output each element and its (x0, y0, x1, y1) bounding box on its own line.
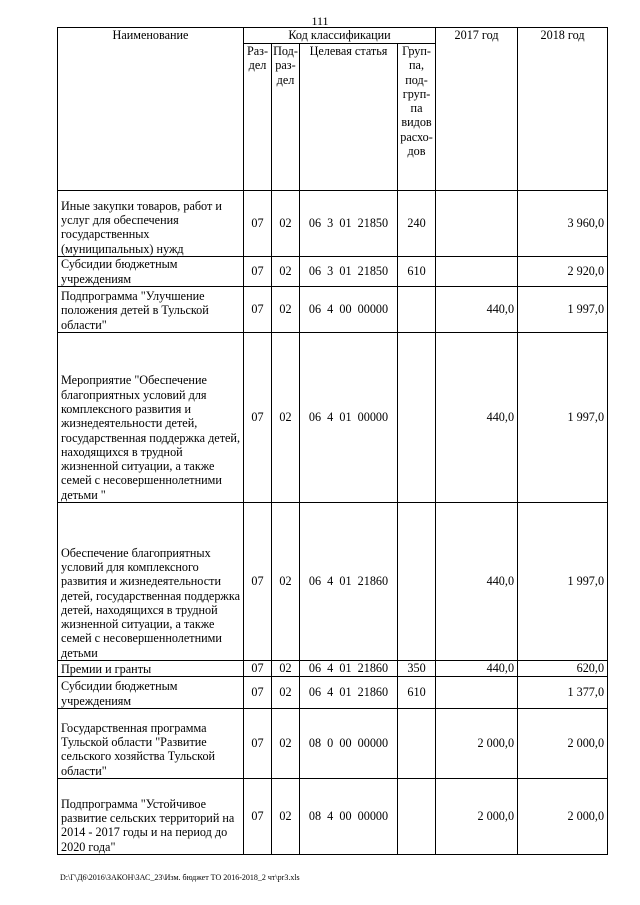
budget-table (57, 27, 608, 855)
row-2017: 440,0 (436, 287, 518, 333)
row-target: 06 4 01 21860 (300, 661, 398, 677)
row-2017 (436, 257, 518, 287)
row-name: Премии и гранты (58, 661, 244, 677)
row-2017: 440,0 (436, 503, 518, 661)
row-2017: 440,0 (436, 661, 518, 677)
row-2018: 2 000,0 (518, 779, 608, 855)
table-row (58, 709, 608, 779)
row-2018: 2 000,0 (518, 709, 608, 779)
row-subsection: 02 (272, 709, 300, 779)
row-subsection: 02 (272, 191, 300, 257)
row-group (398, 779, 436, 855)
table-row (58, 677, 608, 709)
header-row-top (58, 28, 608, 44)
row-2017 (436, 677, 518, 709)
table-row (58, 333, 608, 503)
row-target: 06 4 01 21860 (300, 677, 398, 709)
row-2017: 2 000,0 (436, 709, 518, 779)
row-name: Подпрограмма "Устойчивое развитие сельских территорий на 2014 - 2017 годы и на период до 2020 года" (58, 779, 244, 855)
row-section: 07 (244, 661, 272, 677)
row-group (398, 709, 436, 779)
row-2018: 1 997,0 (518, 333, 608, 503)
row-2018: 1 377,0 (518, 677, 608, 709)
row-target: 06 3 01 21850 (300, 257, 398, 287)
row-target: 06 3 01 21850 (300, 191, 398, 257)
row-section: 07 (244, 677, 272, 709)
row-name: Государственная программа Тульской области "Развитие сельского хозяйства Тульской области" (58, 709, 244, 779)
header-group: Груп-па, под-груп-па видов расхо-дов (398, 44, 436, 191)
row-name: Обеспечение благоприятных условий для комплексного развития и жизнедеятельности детей, государственная поддержка детей, находящихся в трудной жизненной ситуации, а также семей с несовершеннолетними детьми (58, 503, 244, 661)
row-name: Мероприятие "Обеспечение благоприятных условий для комплексного развития и жизнедеятельности детей, государственная поддержка детей, находящихся в трудной жизненной ситуации, а также семей с несовершеннолетними детьми " (58, 333, 244, 503)
table-row (58, 257, 608, 287)
row-subsection: 02 (272, 677, 300, 709)
row-name: Подпрограмма "Улучшение положения детей в Тульской области" (58, 287, 244, 333)
header-name: Наименование (58, 28, 244, 191)
row-subsection: 02 (272, 661, 300, 677)
row-2018: 620,0 (518, 661, 608, 677)
header-target: Целевая статья (300, 44, 398, 191)
row-section: 07 (244, 191, 272, 257)
table-row (58, 779, 608, 855)
row-section: 07 (244, 333, 272, 503)
row-group (398, 503, 436, 661)
row-group: 610 (398, 257, 436, 287)
row-section: 07 (244, 709, 272, 779)
row-2018: 1 997,0 (518, 503, 608, 661)
row-subsection: 02 (272, 257, 300, 287)
row-group: 240 (398, 191, 436, 257)
table-row (58, 503, 608, 661)
row-subsection: 02 (272, 779, 300, 855)
row-2018: 1 997,0 (518, 287, 608, 333)
table-row (58, 287, 608, 333)
row-group (398, 333, 436, 503)
row-target: 06 4 01 00000 (300, 333, 398, 503)
row-section: 07 (244, 287, 272, 333)
row-subsection: 02 (272, 503, 300, 661)
row-section: 07 (244, 503, 272, 661)
table-row (58, 661, 608, 677)
row-subsection: 02 (272, 287, 300, 333)
row-group: 610 (398, 677, 436, 709)
row-name: Иные закупки товаров, работ и услуг для обеспечения государственных (муниципальных) нужд (58, 191, 244, 257)
row-2017 (436, 191, 518, 257)
header-code: Код классификации (244, 28, 436, 44)
row-2017: 440,0 (436, 333, 518, 503)
row-2018: 3 960,0 (518, 191, 608, 257)
header-2017: 2017 год (436, 28, 518, 191)
page-number: 111 (311, 14, 329, 28)
row-target: 08 4 00 00000 (300, 779, 398, 855)
header-section: Раз-дел (244, 44, 272, 191)
table-row (58, 191, 608, 257)
header-2018: 2018 год (518, 28, 608, 191)
row-target: 06 4 01 21860 (300, 503, 398, 661)
row-target: 08 0 00 00000 (300, 709, 398, 779)
row-2018: 2 920,0 (518, 257, 608, 287)
header-subsection: Под-раз-дел (272, 44, 300, 191)
row-2017: 2 000,0 (436, 779, 518, 855)
row-group: 350 (398, 661, 436, 677)
row-name: Субсидии бюджетным учреждениям (58, 677, 244, 709)
row-target: 06 4 00 00000 (300, 287, 398, 333)
file-path-footer: D:\Г\Д6\2016\ЗАКОН\ЗАС_23\Изм. бюджет ТО 2016-2018_2 чт\pr3.xls (60, 873, 300, 882)
row-section: 07 (244, 257, 272, 287)
row-section: 07 (244, 779, 272, 855)
row-name: Субсидии бюджетным учреждениям (58, 257, 244, 287)
row-group (398, 287, 436, 333)
row-subsection: 02 (272, 333, 300, 503)
